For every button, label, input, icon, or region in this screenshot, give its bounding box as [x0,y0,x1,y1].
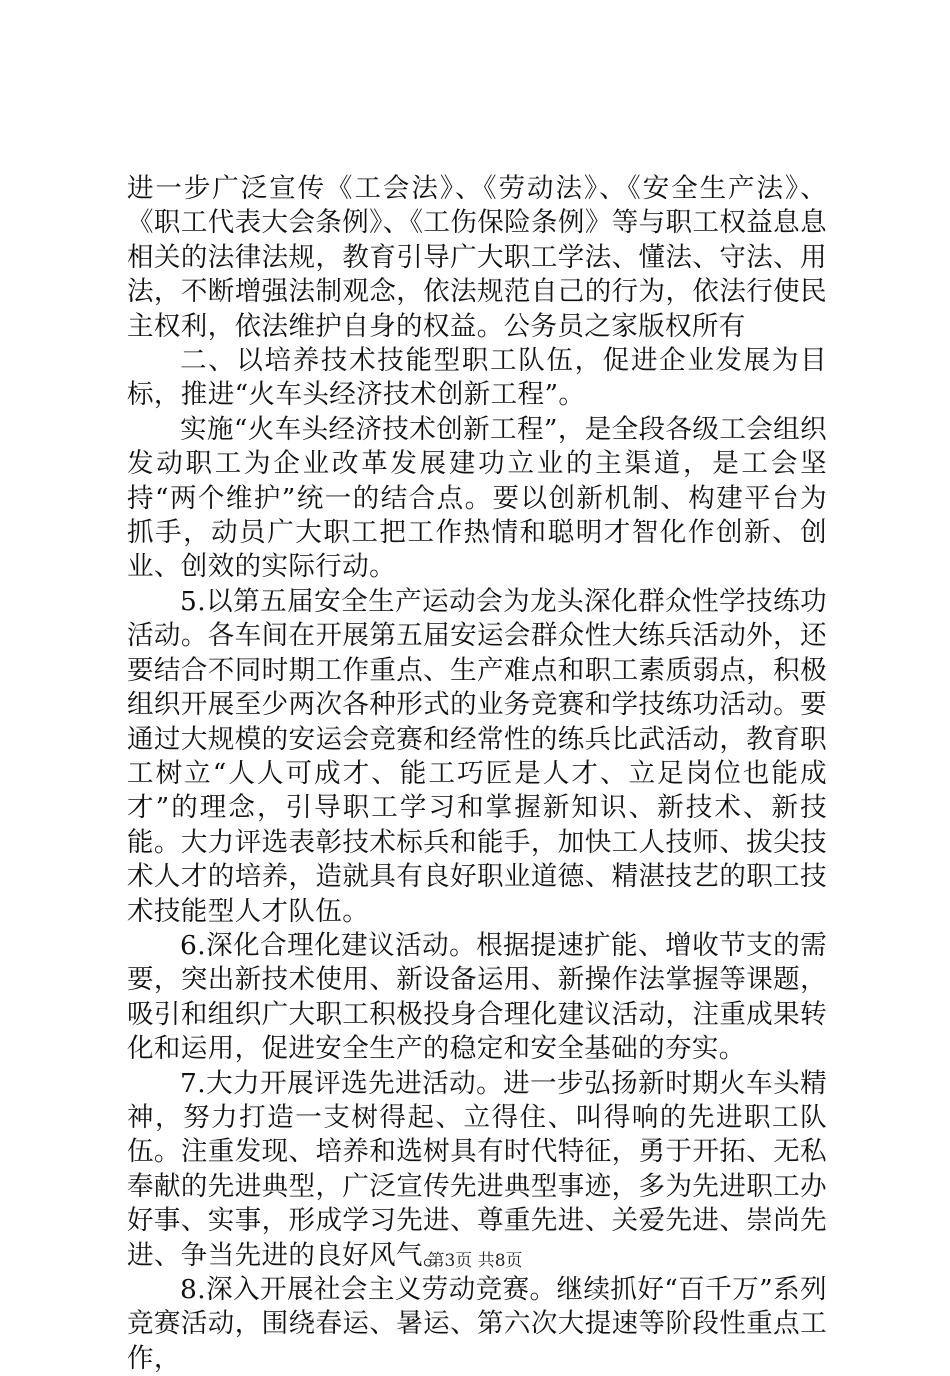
paragraph-1: 进一步广泛宣传《工会法》、《劳动法》、《安全生产法》、《职工代表大会条例》、《工伤保险条例》等与职工权益息息相关的法律法规，教育引导广大职工学法、懂法、守法、用法，不断增强法制观念，依法规范自己的行为，依法行使民主权利，依法维护自身的权益。公务员之家版权所有 [127,173,827,342]
paragraph-6: 7.大力开展评选先进活动。进一步弘扬新时期火车头精神，努力打造一支树得起、立得住、叫得响的先进职工队伍。注重发现、培养和选树具有时代特征，勇于开拓、无私奉献的先进典型，广泛宣传先进典型事迹，多为先进职工办好事、实事，形成学习先进、尊重先进、关爱先进、崇尚先进、争当先进的良好风气。 [127,1067,827,1271]
document-body [127,172,827,1376]
paragraph-3: 实施“火车头经济技术创新工程”，是全段各级工会组织发动职工为企业改革发展建功立业的主渠道，是工会坚持“两个维护”统一的结合点。要以创新机制、构建平台为抓手，动员广大职工把工作热情和聪明才智化作创新、创业、创效的实际行动。 [127,413,827,583]
paragraph-5: 6.深化合理化建议活动。根据提速扩能、增收节支的需要，突出新技术使用、新设备运用、新操作法掌握等课题，吸引和组织广大职工积极投身合理化建议活动，注重成果转化和运用，促进安全生产的稳定和安全基础的夯实。 [127,929,827,1065]
paragraph-7: 8.深入开展社会主义劳动竞赛。继续抓好“百千万”系列竞赛活动，围绕春运、暑运、第六次大提速等阶段性重点工作， [127,1274,827,1374]
page-footer: 第3页 共8页 [427,1251,523,1271]
paragraph-2: 二、以培养技术技能型职工队伍，促进企业发展为目标，推进“火车头经济技术创新工程”。 [127,345,827,411]
paragraph-4: 5.以第五届安全生产运动会为龙头深化群众性学技练功活动。各车间在开展第五届安运会群众性大练兵活动外，还要结合不同时期工作重点、生产难点和职工素质弱点，积极组织开展至少两次各种形式的业务竞赛和学技练功活动。要通过大规模的安运会竞赛和经常性的练兵比武活动，教育职工树立“人人可成才、能工巧匠是人才、立足岗位也能成才”的理念，引导职工学习和掌握新知识、新技术、新技能。大力评选表彰技术标兵和能手，加快工人技师、拔尖技术人才的培养，造就具有良好职业道德、精湛技艺的职工技术技能型人才队伍。 [127,585,827,927]
